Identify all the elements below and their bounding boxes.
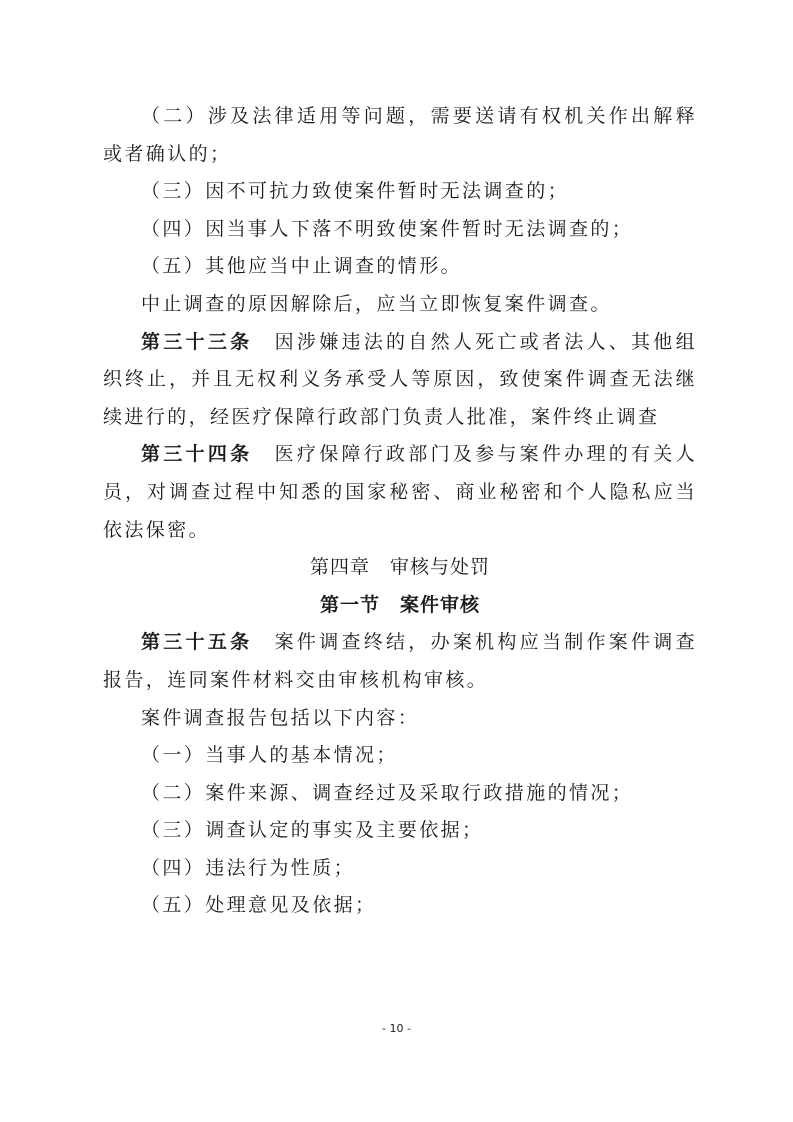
paragraph-item-4: （四）因当事人下落不明致使案件暂时无法调查的； [141,217,634,240]
report-item: （三）调查认定的事实及主要依据； [141,819,484,842]
article-33-text: 因涉嫌违法的自然人死亡或者法人、其他组织终止，并且无权利义务承受人等原因，致使案件调查无法继续进行的，经医疗保障行政部门负责人批准，案件终止调查 [103,330,697,428]
article-33-number: 第三十三条 [141,330,253,353]
article-35-text: 案件调查终结，办案机构应当制作案件调查报告，连同案件材料交由审核机构审核。 [103,631,697,691]
report-intro: 案件调查报告包括以下内容： [141,706,420,729]
paragraph-resume-note: 中止调查的原因解除后，应当立即恢复案件调查。 [141,292,612,315]
report-item: （五）处理意见及依据； [141,894,377,917]
article-33-gap [252,331,274,353]
article-35 [103,624,697,699]
document-body [103,98,697,925]
article-34-text: 医疗保障行政部门及参与案件办理的有关人员，对调查过程中知悉的国家秘密、商业秘密和个人隐私应当依法保密。 [103,443,697,541]
paragraph-item-2: （二）涉及法律适用等问题，需要送请有权机关作出解释或者确认的； [103,105,697,165]
article-35-number: 第三十五条 [141,631,253,654]
chapter-title: 第四章 审核与处罚 [309,556,490,579]
paragraph-item-5: （五）其他应当中止调查的情形。 [141,255,463,278]
report-item: （一）当事人的基本情况； [141,744,398,767]
article-34-gap [252,443,274,465]
report-item: （四）违法行为性质； [141,856,356,879]
article-34-number: 第三十四条 [141,443,253,466]
article-35-gap [252,631,274,653]
report-item: （二）案件来源、调查经过及采取行政措施的情况； [141,781,634,804]
paragraph-item-3: （三）因不可抗力致使案件暂时无法调查的； [141,180,570,203]
page-number: - 10 - [382,1022,411,1035]
article-34 [103,436,697,549]
section-title: 第一节 案件审核 [319,593,480,616]
article-33 [103,324,697,437]
